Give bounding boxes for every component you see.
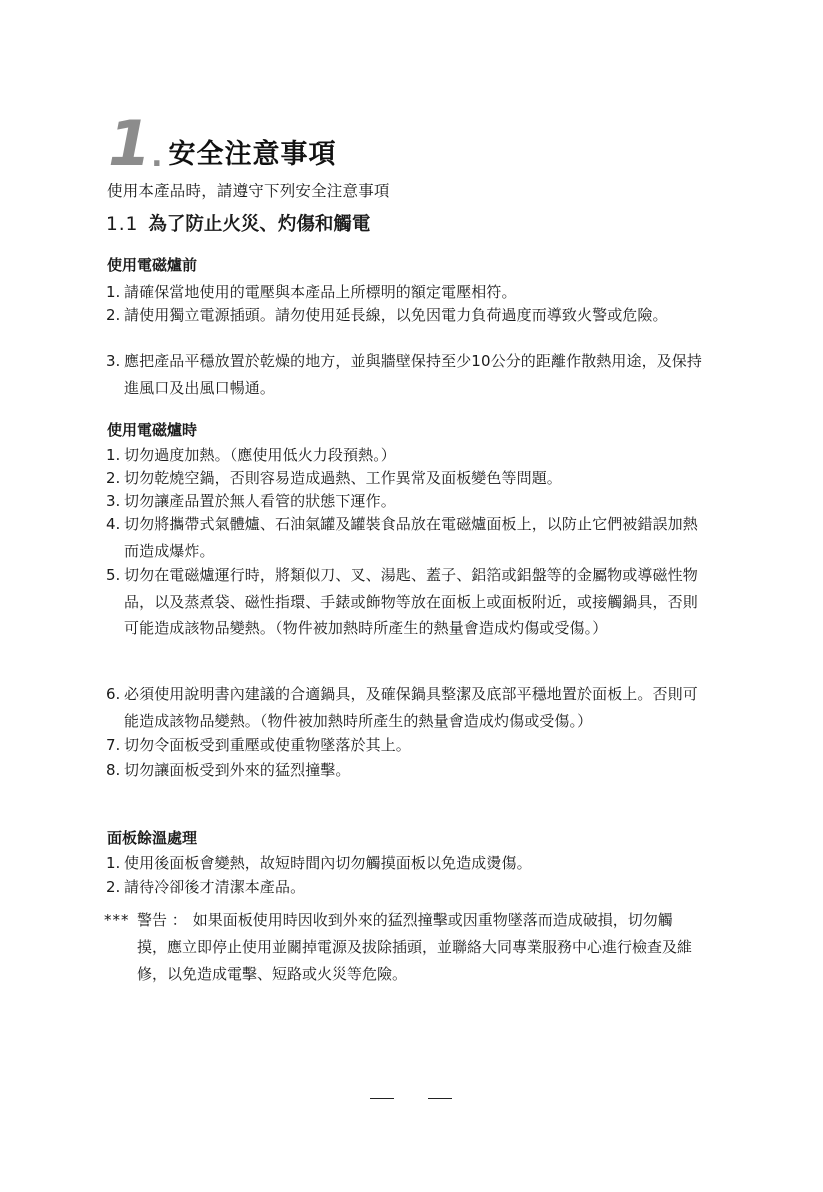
chapter-title: 安全注意事項 xyxy=(168,139,337,170)
chapter-number: 1 xyxy=(108,107,150,180)
list-item-number: 4. xyxy=(106,515,121,533)
list-item-text: 必須使用說明書內建議的合適鍋具，及確保鍋具整潔及底部平穩地置於面板上。否則可能造成該物品變熱。（物件被加熱時所產生的熱量會造成灼傷或受傷。） xyxy=(124,685,698,730)
list-item xyxy=(106,562,702,642)
list-item xyxy=(106,732,702,759)
list-item-number: 2. xyxy=(106,306,121,324)
during-use-heading: 使用電磁爐時 xyxy=(107,421,198,439)
list-item-text: 切勿過度加熱。（應使用低火力段預熱。） xyxy=(124,446,396,464)
list-item-number: 3. xyxy=(106,352,121,370)
warning-body xyxy=(137,907,702,988)
list-item-text: 切勿在電磁爐運行時，將類似刀、叉、湯匙、蓋子、鋁箔或鋁盤等的金屬物或導磁性物品，以及蒸煮袋、磁性指環、手錶或飾物等放在面板上或面板附近，或接觸鍋具，否則可能造成該物品變熱。（物件被加熱時所產生的熱量會造成灼傷或受傷。） xyxy=(124,566,698,637)
list-item-text: 使用後面板會變熱，故短時間內切勿觸摸面板以免造成燙傷。 xyxy=(124,854,532,872)
page-number-rule-right xyxy=(428,1098,452,1099)
warning-label: 警告 ： xyxy=(137,911,187,929)
chapter-heading xyxy=(108,107,337,180)
list-item xyxy=(106,850,702,877)
warning-note xyxy=(104,907,702,988)
list-item-text: 切勿乾燒空鍋，否則容易造成過熱、工作異常及面板變色等問題。 xyxy=(124,469,562,487)
subsection-number: 1.1 xyxy=(106,214,139,235)
warning-stars: *** xyxy=(104,911,130,929)
warning-text: 如果面板使用時因收到外來的猛烈撞擊或因重物墜落而造成破損，切勿觸摸，應立即停止使用並關掉電源及拔除插頭，並聯絡大同專業服務中心進行檢查及維修，以免造成電擊、短路或火災等危險。 xyxy=(137,911,693,983)
list-item xyxy=(106,302,702,329)
list-item-number: 1. xyxy=(106,446,121,464)
list-item-text: 請待冷卻後才清潔本產品。 xyxy=(124,878,306,896)
before-use-heading: 使用電磁爐前 xyxy=(107,256,198,274)
list-item-text: 切勿將攜帶式氣體爐、石油氣罐及罐裝食品放在電磁爐面板上，以防止它們被錯誤加熱而造成爆炸。 xyxy=(124,515,698,560)
list-item-number: 2. xyxy=(106,878,121,896)
list-item-number: 8. xyxy=(106,761,121,779)
list-item xyxy=(106,511,702,564)
list-item xyxy=(106,681,702,734)
residual-heat-heading: 面板餘溫處理 xyxy=(107,829,198,847)
list-item-number: 1. xyxy=(106,283,121,301)
subsection-title: 為了防止火災、灼傷和觸電 xyxy=(148,214,371,235)
list-item-text: 應把產品平穩放置於乾燥的地方，並與牆壁保持至少10公分的距離作散熱用途，及保持進風口及出風口暢通。 xyxy=(124,352,702,397)
list-item xyxy=(106,757,702,784)
list-item-number: 6. xyxy=(106,685,121,703)
list-item-text: 切勿令面板受到重壓或使重物墜落於其上。 xyxy=(124,736,411,754)
list-item-number: 2. xyxy=(106,469,121,487)
list-item-text: 切勿讓面板受到外來的猛烈撞擊。 xyxy=(124,761,351,779)
subsection-heading xyxy=(106,213,370,237)
list-item-text: 請使用獨立電源插頭。請勿使用延長線，以免因電力負荷過度而導致火警或危險。 xyxy=(124,306,668,324)
list-item xyxy=(106,348,702,401)
intro-text: 使用本產品時，請遵守下列安全注意事項 xyxy=(107,182,390,200)
list-item-number: 5. xyxy=(106,566,121,584)
chapter-number-dot: . xyxy=(151,139,163,174)
list-item-text: 切勿讓產品置於無人看管的狀態下運作。 xyxy=(124,492,396,510)
list-item xyxy=(106,874,702,901)
list-item-number: 3. xyxy=(106,492,121,510)
list-item-text: 請確保當地使用的電壓與本產品上所標明的額定電壓相符。 xyxy=(124,283,517,301)
list-item-number: 7. xyxy=(106,736,121,754)
list-item-number: 1. xyxy=(106,854,121,872)
page-number-rule-left xyxy=(370,1098,394,1099)
